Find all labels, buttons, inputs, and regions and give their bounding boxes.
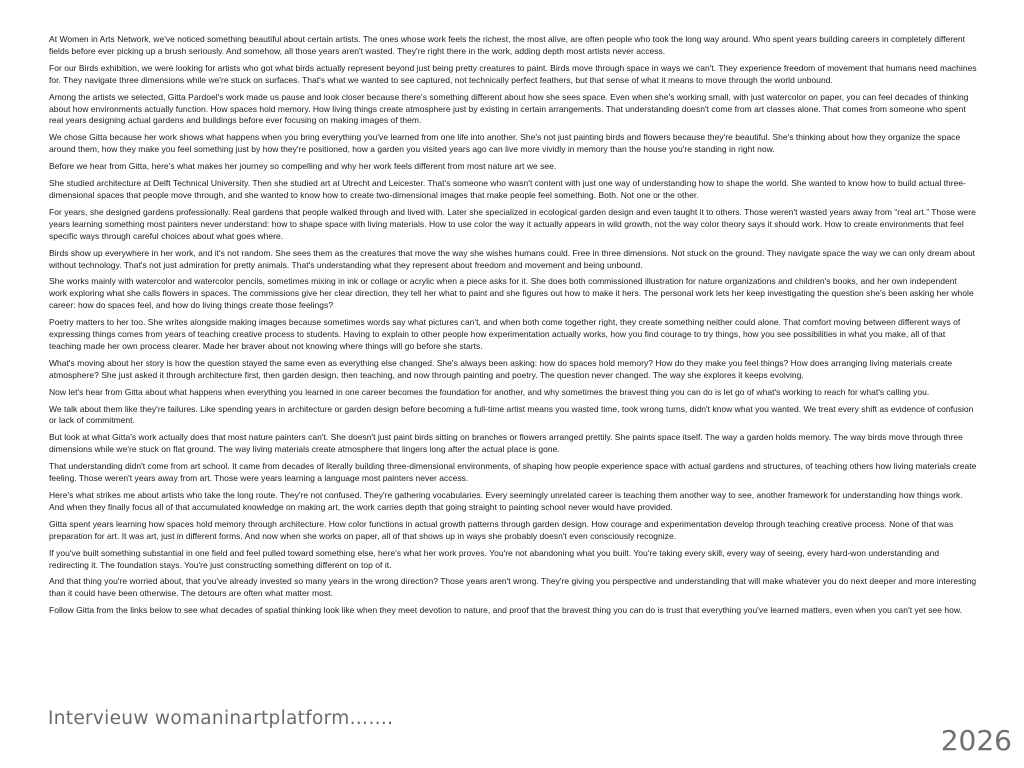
paragraph: We talk about them like they're failures. Like spending years in architecture or garden design before becoming a full-time artist means you wasted time, took wrong turns, didn't know what you wanted. We treat every shift as evidence of confusion or lack of commitment. — [49, 403, 974, 426]
paragraph: And that thing you're worried about, that you've already invested so many years in the wrong direction? Those years aren't wrong. They're giving you perspective and understanding that will make whatever you do next deeper and more interesting than it could have been otherwise. The detours are often what matter most. — [49, 576, 977, 599]
paragraph: At Women in Arts Network, we've noticed something beautiful about certain artists. The ones whose work feels the richest, the most alive, are often people who took the long way around. Who spent years building careers in completely different fields before ever picking up a brush seriously. And somehow, all those years aren't wasted. They're right there in the work, adding depth most artists never access. — [49, 34, 965, 56]
paragraph: Before we hear from Gitta, here's what makes her journey so compelling and why her work feels different from most nature art we see. — [49, 161, 557, 172]
paragraph: Poetry matters to her too. She writes alongside making images because sometimes words say what pictures can't, and when both come together right, they create something neither could alone. That comfort moving between different ways of expressing things comes from years of teaching creative process to students. Having to explain to other people how experimentation actually works, how you find courage to try things, how you see possibilities in what you make, all of that teaching made her own process clearer. Made her braver about not knowing where things will go before she starts. — [49, 317, 961, 351]
paragraph: For our Birds exhibition, we were looking for artists who got what birds actually represent beyond just being pretty creatures to paint. Birds move through space in ways we can't. They experience freedom of movement that humans need machines for. They navigate three dimensions while we're stuck on surfaces. That's what we wanted to see captured, not technically perfect feathers, but that sense of what it means to move through the world unbound. — [49, 62, 977, 85]
paragraph: What's moving about her story is how the question stayed the same even as everything else changed. She's always been asking: how do spaces hold memory? How do they make you feel things? How does arranging living materials create atmosphere? She just asked it through architecture first, then garden design, then teaching, and now through painting and poetry. The question never changed. The way she explores it keeps evolving. — [49, 357, 953, 380]
footer-year: 2026 — [940, 724, 1012, 757]
document-body — [49, 34, 977, 622]
paragraph: Now let's hear from Gitta about what happens when everything you learned in one career becomes the foundation for another, and why sometimes the bravest thing you can do is let go of what's working to reach for what's calling you. — [49, 386, 930, 397]
paragraph: For years, she designed gardens professionally. Real gardens that people walked through and lived with. Later she specialized in ecological garden design and even taught it to others. Those weren't wasted years away from “real art.” Those were years learning something most painters never understand: how to shape space with living materials. How to use color the way it actually appears in wild growth, not the way color theory says it should work. How to create environments that feel specific ways through careful choices about what goes where. — [49, 206, 976, 241]
paragraph: Follow Gitta from the links below to see what decades of spatial thinking look like when they meet devotion to nature, and proof that the bravest thing you can do is trust that everything you've learned matters, even when you can't yet see how. — [49, 605, 962, 616]
paragraph: She works mainly with watercolor and watercolor pencils, sometimes mixing in ink or collage or acrylic when a piece asks for it. She does both commissioned illustration for nature organizations and children's books, and her own independent work exploring what she calls flowers in spaces. The commissions give her clear direction, they tell her what to paint and she figures out how to make it hers. The personal work lets her keep investigating the question she's been asking her whole career: how do spaces feel, and how do living things create those feelings? — [49, 276, 974, 311]
paragraph: If you've built something substantial in one field and feel pulled toward something else, here's what her work proves. You're not abandoning what you built. You're taking every skill, every way of seeing, every hard-won understanding and redirecting it. The foundation stays. You're just constructing something different on top of it. — [49, 547, 940, 570]
paragraph: We chose Gitta because her work shows what happens when you bring everything you've learned from one life into another. She's not just painting birds and flowers because they're beautiful. She's thinking about how they organize the space around them, how they make you feel something just by how they're positioned, how a garden you visited years ago can live more vividly in memory than the house you're standing in right now. — [49, 132, 961, 155]
paragraph: Among the artists we selected, Gitta Pardoel's work made us pause and look closer because there's something different about how she sees space. Even when she's working small, with just watercolor on paper, you can feel decades of thinking about how environments actually function. How spaces hold memory. How living things create atmosphere just by existing in certain arrangements. That understanding doesn't come from art classes alone. That comes from someone who spent real years designing actual gardens and buildings before ever focusing on making images of them. — [49, 91, 969, 126]
footer-title: Intervieuw womaninartplatform……. — [48, 708, 394, 729]
paragraph: That understanding didn't come from art school. It came from decades of literally building three-dimensional environments, of shaping how people experience space with actual gardens and structures, of teaching others how living materials create feeling. Those weren't years away from art. Those were years learning a language most painters never access. — [49, 461, 977, 484]
paragraph: She studied architecture at Delft Technical University. Then she studied art at Utrecht and Leicester. That's someone who wasn't content with just one way of understanding how to shape the world. She wanted to know how to build actual three-dimensional spaces that people move through, and she wanted to know how to create two-dimensional images that make people feel something. Both. Not one or the other. — [49, 178, 966, 200]
paragraph: Here's what strikes me about artists who take the long route. They're not confused. They're gathering vocabularies. Every seemingly unrelated career is teaching them another way to see, another framework for understanding how things work. And when they finally focus all of that accumulated knowledge on making art, the work carries depth that going straight to painting school never would have provided. — [49, 490, 963, 512]
paragraph: Gitta spent years learning how spaces hold memory through architecture. How color functions in actual growth patterns through garden design. How courage and experimentation develop through teaching creative process. None of that was preparation for art. It was art, just in different forms. And now when she works on paper, all of that shows up in ways she probably doesn't even consciously recognize. — [49, 518, 954, 541]
paragraph: But look at what Gitta's work actually does that most nature painters can't. She doesn't just paint birds sitting on branches or flowers arranged prettily. She paints space itself. The way a garden holds memory. The way birds move through three dimensions while we're stuck on flat ground. The way living materials create atmosphere that lingers long after the actual place is gone. — [49, 432, 963, 455]
paragraph: Birds show up everywhere in her work, and it's not random. She sees them as the creatures that move the way she wishes humans could. Free in three dimensions. Not stuck on the ground. They navigate space the way we can only dream about without technology. That's not just admiration for pretty animals. That's understanding what they represent about freedom and movement and being unbound. — [49, 247, 976, 270]
